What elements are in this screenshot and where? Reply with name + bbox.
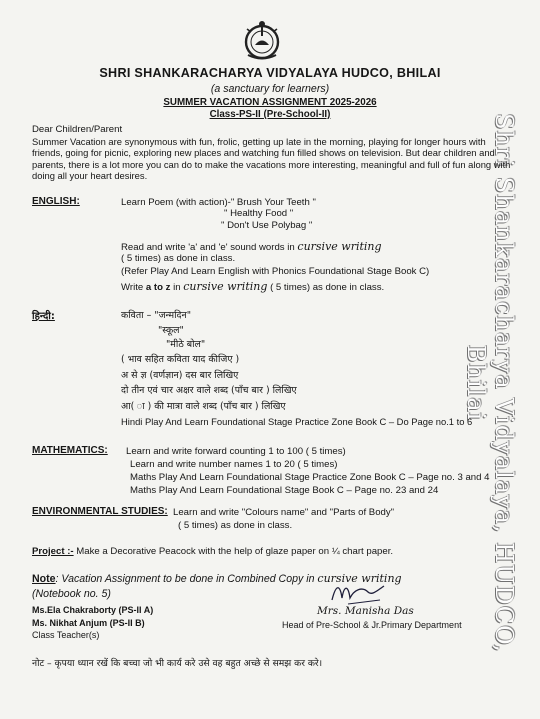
evs-line-2: ( 5 times) as done in class.: [178, 520, 293, 531]
english-write-line: [121, 280, 384, 293]
hindi-kavita: कविता – "जन्मदिन": [121, 310, 192, 321]
hindi-bhav: ( भाव सहित कविता याद कीजिए ): [121, 354, 240, 365]
intro-paragraph: Summer Vacation are synonymous with fun, frolic, getting up late in the morning, playing for longer hours with friends, going for picnic, exploring new places and watching fun filled shows on television. But dear children and parents, there is a lot more you can do to make the vacations more interesting, meaningful and full of fun along with doing all your heart desires.: [32, 136, 511, 181]
maths-line-3: Maths Play And Learn Foundational Stage Practice Zone Book C – Page no. 3 and 4: [130, 472, 490, 483]
hindi-words: दो तीन एवं चार अक्षर वाले शब्द (पाँच बार ) लिखिए: [121, 385, 297, 396]
english-heading: ENGLISH:: [32, 196, 80, 207]
hindi-matra: आ( ा ) की मात्रा वाले शब्द (पाँच बार ) लिखिए: [121, 401, 286, 412]
class-line: Class-PS-II (Pre-School-II): [209, 109, 331, 120]
side-watermark: Shri Shankaracharya Vidyalaya, HUDCO, Bhilai: [462, 113, 518, 653]
maths-line-1: Learn and write forward counting 1 to 100 ( 5 times): [126, 446, 346, 457]
hindi-meethe-bol: "मीठे बोल": [166, 339, 206, 350]
english-poem-healthy-food: " Healthy Food ": [224, 208, 294, 219]
english-times-1: ( 5 times) as done in class.: [121, 253, 236, 264]
english-cursive-label: cursive writing: [297, 240, 382, 253]
class-teacher-label: Class Teacher(s): [32, 630, 100, 640]
salutation: Dear Children/Parent: [32, 124, 123, 135]
hindi-varnmala: अ से ज्ञ (वर्णज्ञान) दस बार लिखिए: [121, 370, 239, 381]
signatory-designation: Head of Pre-School & Jr.Primary Department: [282, 620, 462, 630]
hindi-school-poem: "स्कूल": [158, 325, 184, 336]
english-read-write-text: Read and write 'a' and 'e' sound words in: [121, 242, 295, 253]
english-poem-line: Learn Poem (with action)-" Brush Your Teeth ": [121, 197, 316, 208]
note-text: : Vacation Assignment to be done in Combined Copy in: [55, 573, 315, 585]
project-text: Make a Decorative Peacock with the help of glaze paper on ¼ chart paper.: [76, 546, 394, 557]
english-a-to-z: a to z: [145, 282, 171, 293]
note-cursive-label: cursive writing: [317, 572, 402, 585]
english-times-2: ( 5 times) as done in class.: [270, 282, 385, 293]
note-notebook: (Notebook no. 5): [32, 588, 111, 600]
english-in-label: in: [173, 282, 181, 293]
school-tagline: (a sanctuary for learners): [210, 83, 330, 95]
project-label: Project :-: [32, 546, 74, 557]
assignment-title: SUMMER VACATION ASSIGNMENT 2025-2026: [163, 97, 377, 108]
maths-heading: MATHEMATICS:: [32, 445, 108, 456]
maths-line-4: Maths Play And Learn Foundational Stage Book C – Page no. 23 and 24: [130, 485, 439, 496]
evs-line-1: Learn and write "Colours name" and "Parts of Body": [173, 507, 395, 518]
teacher-1: Ms.Ela Chakraborty (PS-II A): [32, 605, 154, 615]
english-refer: (Refer Play And Learn English with Phonics Foundational Stage Book C): [121, 266, 430, 277]
signatory-name: Mrs. Manisha Das: [317, 605, 414, 617]
project-line: [32, 546, 393, 557]
teacher-2: Ms. Nikhat Anjum (PS-II B): [32, 618, 145, 628]
school-name: SHRI SHANKARACHARYA VIDYALAYA HUDCO, BHILAI: [99, 66, 441, 80]
hindi-heading: हिन्दी:: [32, 311, 55, 322]
english-write-label: Write: [121, 282, 144, 293]
footer-note: नोट – कृपया ध्यान रखें कि बच्चा जो भी कार्य करे उसे वह बहुत अच्छे से समझ कर करे।: [32, 658, 323, 669]
english-poem-polybag: " Don't Use Polybag ": [221, 220, 313, 231]
school-logo: [239, 18, 285, 62]
english-read-write: [121, 240, 382, 253]
english-cursive-label-2: cursive writing: [183, 280, 268, 293]
hindi-book: Hindi Play And Learn Foundational Stage Practice Zone Book C – Do Page no.1 to 6: [121, 416, 473, 427]
evs-heading: ENVIRONMENTAL STUDIES:: [32, 506, 168, 517]
maths-line-2: Learn and write number names 1 to 20 ( 5 times): [130, 459, 338, 470]
note-label: Note: [32, 573, 56, 585]
